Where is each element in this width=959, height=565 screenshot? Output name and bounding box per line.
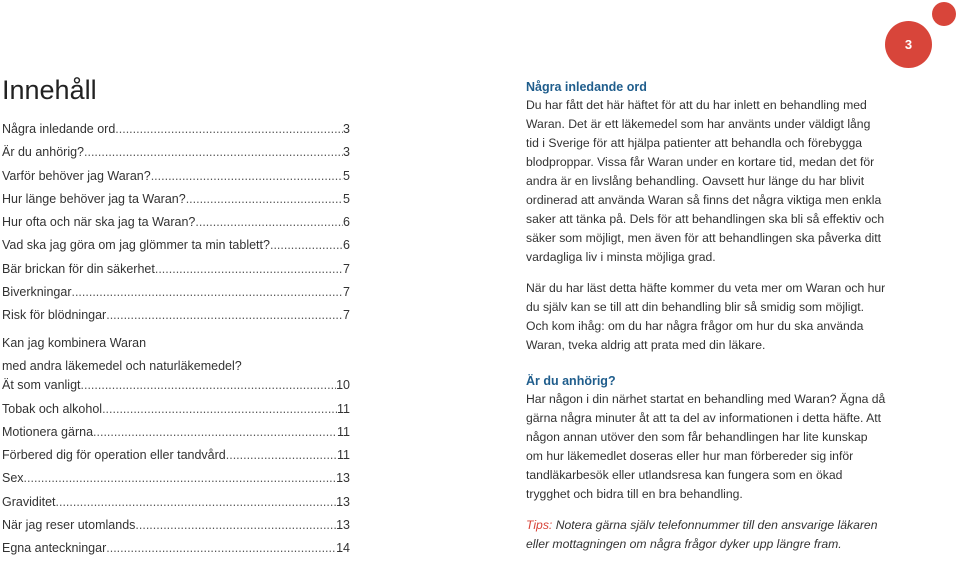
toc-entry-label: Kan jag kombinera Waran (2, 335, 147, 350)
toc-entry-label: Bär brickan för din säkerhet (2, 261, 155, 276)
toc-entry-label: Vad ska jag göra om jag glömmer ta min tablett? (2, 238, 270, 253)
toc-entry-page: 13 (336, 494, 350, 509)
toc-entry-page: 6 (343, 215, 350, 230)
toc-entry[interactable] (2, 471, 350, 494)
toc-entry-label: Sex (2, 471, 24, 486)
toc-leader-dots (56, 495, 337, 509)
toc-entry[interactable] (2, 122, 350, 145)
toc-entry-page: 3 (343, 122, 350, 136)
tips-note (526, 516, 886, 554)
toc-entry[interactable] (2, 332, 350, 379)
toc-entry[interactable] (2, 262, 350, 285)
intro-heading: Några inledande ord (526, 80, 647, 94)
toc-entry-page: 5 (343, 191, 350, 206)
toc-entry-page: 11 (337, 401, 350, 416)
toc-entry-label: Är du anhörig? (2, 145, 85, 160)
toc-entry[interactable] (2, 448, 350, 471)
tips-label: Tips: (526, 518, 553, 532)
toc-entry-label: Ät som vanligt (2, 378, 81, 393)
toc-entry-label: Graviditet (2, 494, 56, 509)
page-number-badge (885, 21, 932, 68)
toc-entry-label: Förbered dig för operation eller tandvård (2, 448, 226, 463)
toc-entry-label: Risk för blödningar (2, 308, 107, 323)
toc-entry-page: 13 (336, 518, 350, 533)
toc-entry[interactable] (2, 145, 350, 168)
relative-paragraph: Har någon i din närhet startat en behandling med Waran? Ägna då gärna några minuter åt att ta del av informationen i detta häfte. Att någon annan utöver den som får behandlingen har lite kunskap om hur läkemedlet doseras eller hur man förbereder sig inför tandläkarbesök eller utlandsresa kan fungera som en ökad trygghet och bidra till en bra behandling. (526, 392, 886, 501)
toc-entry[interactable] (2, 402, 350, 425)
toc-entry-label: När jag reser utomlands (2, 518, 136, 533)
toc-entry-label-line2: med andra läkemedel och naturläkemedel? (2, 358, 242, 373)
toc-entry[interactable] (2, 192, 350, 215)
decorative-dot (932, 2, 956, 26)
toc-entry[interactable] (2, 541, 350, 564)
tips-text: Notera gärna själv telefonnummer till den ansvarige läkaren eller mottagningen om några frågor dyker upp längre fram. (526, 518, 878, 551)
intro-paragraph-1: Du har fått det här häftet för att du har inlett en behandling med Waran. Det är ett läkemedel som har använts under väldigt lång tid i Sverige för att hjälpa patienter att behandla och förebygga blodproppar. Vissa får Waran under en kortare tid, medan det för andra är en livslång behandling. Oavsett hur länge du har blivit ordinerad att använda Waran så finns det några viktiga men enkla saker att tänka på. Dels för att behandlingen ska bli så effektiv och säker som möjligt, men även för att behandlingen ska påverka ditt vardagliga liv i minsta möjliga grad. (526, 98, 885, 264)
toc-entry[interactable] (2, 495, 350, 518)
toc-leader-dots (115, 122, 343, 136)
toc-entry-page: 11 (337, 448, 350, 463)
toc-leader-dots (135, 518, 336, 532)
relative-heading: Är du anhörig? (526, 374, 616, 388)
toc-entry-page: 7 (343, 285, 350, 300)
toc-leader-dots (106, 308, 343, 322)
toc-title: Innehåll (2, 75, 97, 105)
toc-leader-dots (93, 425, 337, 439)
table-of-contents (2, 122, 350, 565)
toc-entry[interactable] (2, 169, 350, 192)
toc-entry[interactable] (2, 378, 350, 401)
toc-entry-page: 5 (343, 168, 350, 183)
toc-leader-dots (102, 402, 337, 416)
toc-entry[interactable] (2, 215, 350, 238)
intro-paragraph-2: När du har läst detta häfte kommer du veta mer om Waran och hur du själv kan se till att din behandling blir så smidig som möjligt. Och kom ihåg: om du har några frågor om hur du ska använda Waran, tveka aldrig att prata med din läkare. (526, 281, 886, 352)
toc-entry-label: Egna anteckningar (2, 541, 107, 556)
toc-leader-dots (270, 238, 343, 252)
toc-entry-label: Biverkningar (2, 285, 72, 300)
page-number: 3 (904, 37, 913, 52)
toc-leader-dots (84, 145, 343, 159)
toc-entry-label: Motionera gärna (2, 424, 94, 439)
toc-leader-dots (24, 471, 337, 485)
toc-entry-page: 3 (343, 145, 350, 160)
toc-leader-dots (226, 448, 337, 462)
toc-entry-label: Hur ofta och när ska jag ta Waran? (2, 215, 196, 230)
toc-entry[interactable] (2, 518, 350, 541)
toc-entry-label: Tobak och alkohol (2, 401, 103, 416)
body-column (526, 79, 886, 554)
toc-entry-label: Varför behöver jag Waran? (2, 168, 151, 183)
toc-entry-label: Hur länge behöver jag ta Waran? (2, 191, 186, 206)
toc-leader-dots (186, 192, 343, 206)
toc-leader-dots (81, 378, 337, 392)
toc-entry-page: 14 (336, 541, 350, 556)
toc-entry-label: Några inledande ord (2, 122, 116, 136)
toc-entry-page: 11 (337, 424, 350, 439)
toc-leader-dots (71, 285, 343, 299)
toc-entry[interactable] (2, 308, 350, 331)
toc-leader-dots (151, 169, 343, 183)
toc-leader-dots (106, 541, 336, 555)
toc-leader-dots (195, 215, 343, 229)
toc-entry-page: 6 (343, 238, 350, 253)
toc-entry-page: 7 (343, 308, 350, 323)
toc-entry[interactable] (2, 285, 350, 308)
toc-entry[interactable] (2, 238, 350, 261)
toc-entry[interactable] (2, 425, 350, 448)
toc-entry-page: 13 (336, 471, 350, 486)
toc-leader-dots (155, 262, 343, 276)
toc-entry-page: 7 (343, 261, 350, 276)
toc-entry-page: 10 (336, 378, 350, 393)
